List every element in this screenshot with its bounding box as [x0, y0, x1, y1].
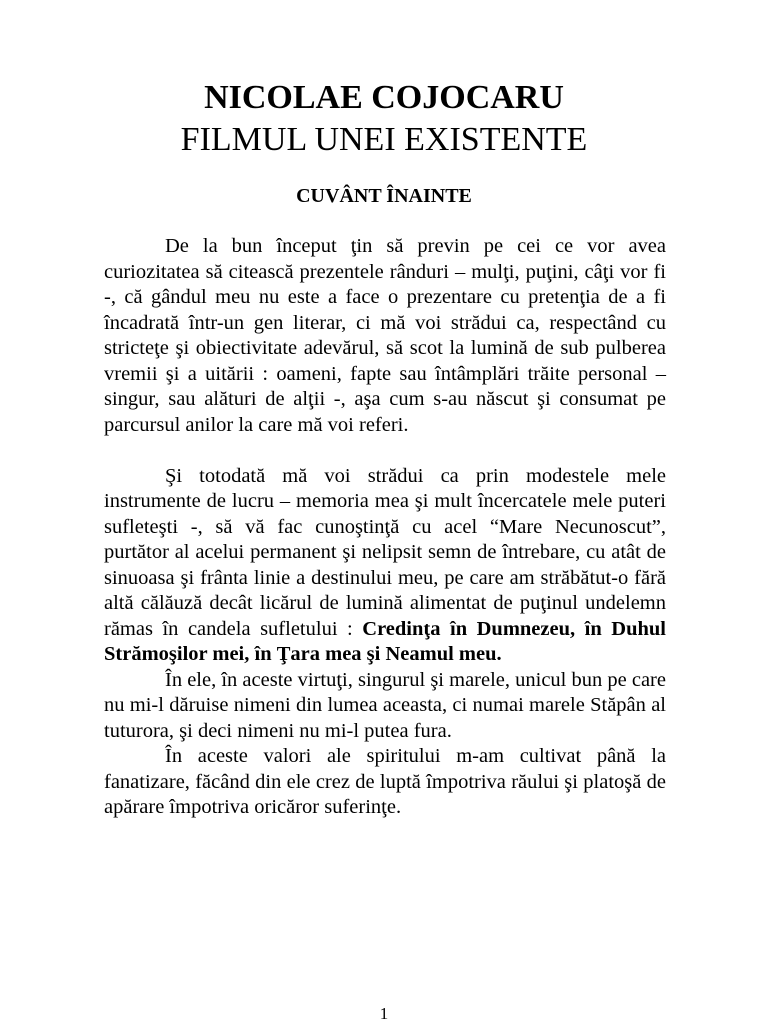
book-title: FILMUL UNEI EXISTENTE	[180, 121, 588, 158]
paragraph-2-emphasis: Credinţa în Dumnezeu, în Duhul Strămoşilor mei, în Ţara mea şi Neamul meu.	[104, 617, 666, 665]
paragraph-3: În ele, în aceste virtuţi, singurul şi marele, unicul bun pe care nu mi-l dăruise nimeni din lumea aceasta, ci numai marele Stăpân al tuturora, şi deci nimeni nu mi-l putea fura.	[104, 668, 666, 742]
page-number: 1	[379, 1004, 389, 1023]
author-name: NICOLAE COJOCARU	[204, 79, 564, 116]
paragraph-4: În aceste valori ale spiritului m-am cultivat până la fanatizare, făcând din ele crez de luptă împotriva răului şi platoşă de apărare împotriva oricăror suferinţe.	[104, 745, 666, 818]
paragraph-2	[104, 464, 666, 668]
paragraph-2-text: Şi totodată mă voi strădui ca prin modestele mele instrumente de lucru – memoria mea şi mult încercatele mele puteri sufleteşti -, să vă fac cunoştinţă cu acel “Mare Necunoscut”, purtător al acelui permanent şi nelipsit semn de întrebare, cu atât de sinuoasa şi frânta linie a destinului meu, pe care am străbătut-o fără altă călăuză decât licărul de lumină alimentat de puţinul undelemn rămas în candela sufletului :	[104, 464, 666, 640]
section-heading: CUVÂNT ÎNAINTE	[296, 185, 472, 207]
body-text	[104, 234, 666, 821]
paragraph-1: De la bun început ţin să previn pe cei ce vor avea curiozitatea să citească prezentele rânduri – mulţi, puţini, câţi vor fi -, că gândul meu nu este a face o prezentare cu pretenţia de a fi încadrată într-un gen literar, ci mă voi strădui ca, respectând cu stricteţe şi obiectivitate adevărul, să scot la lumină de sub pulberea vremii şi a uitării : oameni, fapte sau întâmplări trăite personal – singur, sau alături de alţii -, aşa cum s-au născut şi consumat pe parcursul anilor la care mă voi referi.	[104, 235, 666, 436]
